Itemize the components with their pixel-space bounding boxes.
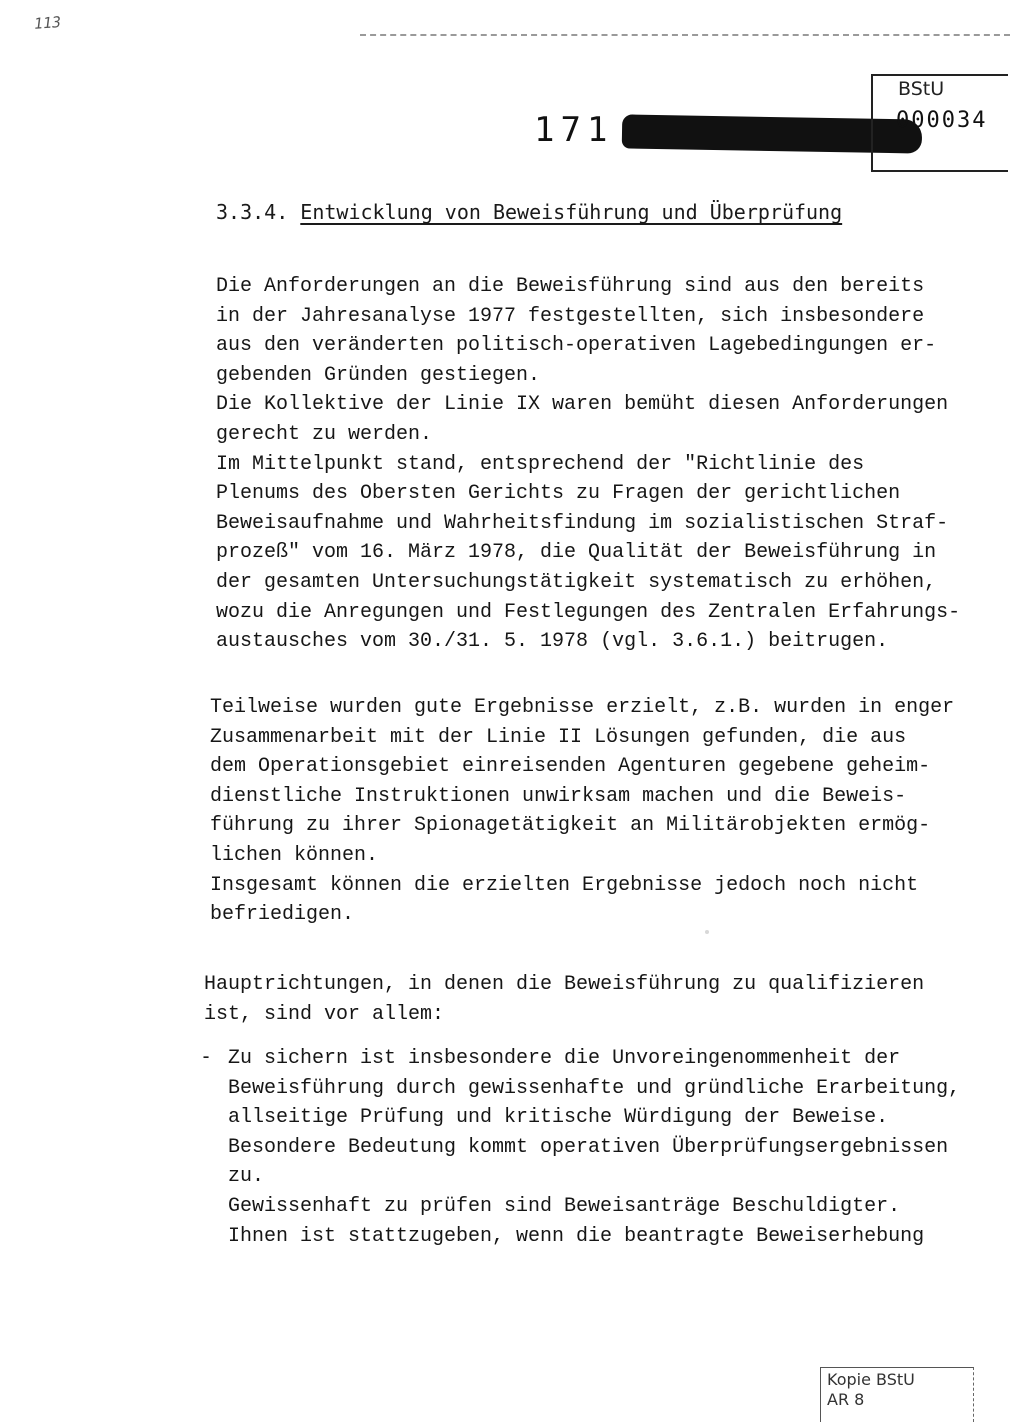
section-heading	[216, 200, 842, 224]
bullet-text: Zu sichern ist insbesondere die Unvoreingenommenheit der Beweisführung durch gewissenhafte und gründliche Erarbeitung, allseitige Prüfung und kritische Würdigung der Beweise. Besondere Bedeutung kommt operativen Überprüfungsergebnissen zu. Gewissenhaft zu prüfen sind Beweisanträge Beschuldigter. Ihnen ist stattzugeben, wenn die beantragte Beweiserhebung	[228, 1047, 961, 1248]
section-title: Entwicklung von Beweisführung und Überprüfung	[300, 200, 843, 224]
paragraph-1: Die Anforderungen an die Beweisführung sind aus den bereits in der Jahresanalyse 1977 festgestellten, sich insbesondere aus den veränderten politisch-operativen Lagebedingungen er- gebenden Gründen gestiegen. Die Kollektive der Linie IX waren bemüht diesen Anforderungen gerecht zu werden. Im Mittelpunkt stand, entsprechend der "Richtlinie des Plenums des Obersten Gerichts zu Fragen der gerichtlichen Beweisaufnahme und Wahrheitsfindung im sozialistischen Straf- prozeß" vom 16. März 1978, die Qualität der Beweisführung in der gesamten Untersuchungstätigkeit systematisch zu erhöhen, wozu die Anregungen und Festlegungen des Zentralen Erfahrungs- austausches vom 30./31. 5. 1978 (vgl. 3.6.1.) beitrugen.	[216, 275, 961, 654]
paragraph-3: Hauptrichtungen, in denen die Beweisführung zu qualifizieren ist, sind vor allem:	[204, 973, 925, 1026]
paragraph-2: Teilweise wurden gute Ergebnisse erzielt, z.B. wurden in enger Zusammenarbeit mit der Linie II Lösungen gefunden, die aus dem Operationsgebiet einreisenden Agenturen gegebene geheim- dienstliche Instruktionen unwirksam machen und die Beweis- führung zu ihrer Spionagetätigkeit an Militärobjekten ermög- lichen können. Insgesamt können die erzielten Ergebnisse jedoch noch nicht befriedigen.	[210, 696, 955, 927]
archive-stamp-title: BStU	[898, 78, 945, 100]
copy-stamp-text: Kopie BStU AR 8	[827, 1370, 915, 1409]
bullet-dash: -	[200, 1044, 213, 1068]
speck	[705, 930, 709, 934]
section-number: 3.3.4.	[216, 200, 289, 224]
top-edge-line	[360, 34, 1010, 36]
page-number: 171	[534, 110, 614, 150]
archive-stamp-number: 000034	[896, 108, 988, 133]
handwritten-page-mark: 113	[33, 13, 62, 33]
